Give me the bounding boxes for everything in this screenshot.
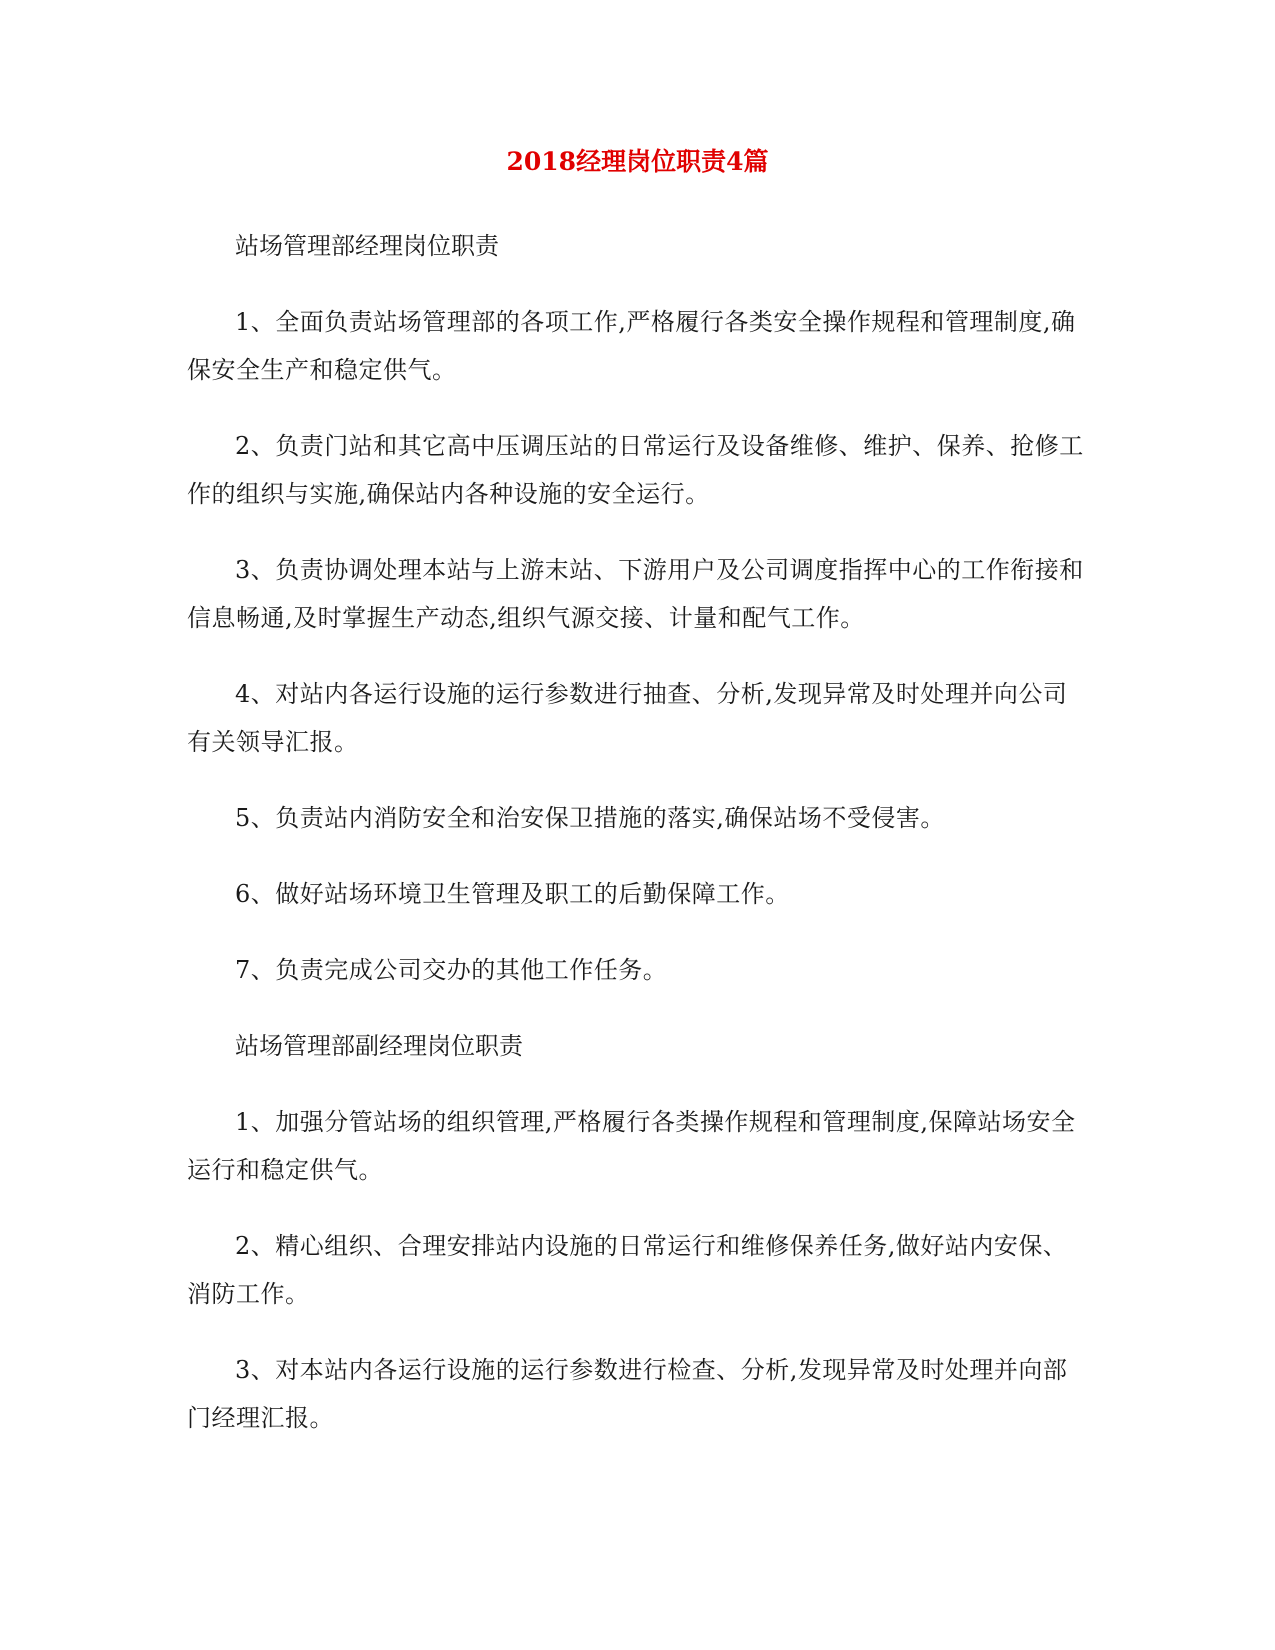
duty-item: 5、负责站内消防安全和治安保卫措施的落实,确保站场不受侵害。 bbox=[235, 804, 945, 832]
duty-item: 6、做好站场环境卫生管理及职工的后勤保障工作。 bbox=[235, 880, 790, 908]
duty-item: 1、全面负责站场管理部的各项工作,严格履行各类安全操作规程和管理制度,确保安全生产和稳定供气。 bbox=[187, 308, 1076, 384]
document-body bbox=[187, 222, 1087, 1470]
duty-item: 1、加强分管站场的组织管理,严格履行各类操作规程和管理制度,保障站场安全运行和稳定供气。 bbox=[187, 1108, 1076, 1184]
section-heading: 站场管理部副经理岗位职责 bbox=[235, 1032, 523, 1060]
document-title: 2018经理岗位职责4篇 bbox=[506, 147, 769, 176]
duty-item: 3、对本站内各运行设施的运行参数进行检查、分析,发现异常及时处理并向部门经理汇报。 bbox=[187, 1356, 1068, 1432]
duty-item: 2、负责门站和其它高中压调压站的日常运行及设备维修、维护、保养、抢修工作的组织与实施,确保站内各种设施的安全运行。 bbox=[187, 432, 1084, 508]
duty-item: 7、负责完成公司交办的其他工作任务。 bbox=[235, 956, 668, 984]
duty-item: 4、对站内各运行设施的运行参数进行抽查、分析,发现异常及时处理并向公司有关领导汇报。 bbox=[187, 680, 1068, 756]
duty-item: 2、精心组织、合理安排站内设施的日常运行和维修保养任务,做好站内安保、消防工作。 bbox=[187, 1232, 1068, 1308]
duty-item: 3、负责协调处理本站与上游末站、下游用户及公司调度指挥中心的工作衔接和信息畅通,及时掌握生产动态,组织气源交接、计量和配气工作。 bbox=[187, 556, 1084, 632]
section-heading: 站场管理部经理岗位职责 bbox=[235, 232, 499, 260]
